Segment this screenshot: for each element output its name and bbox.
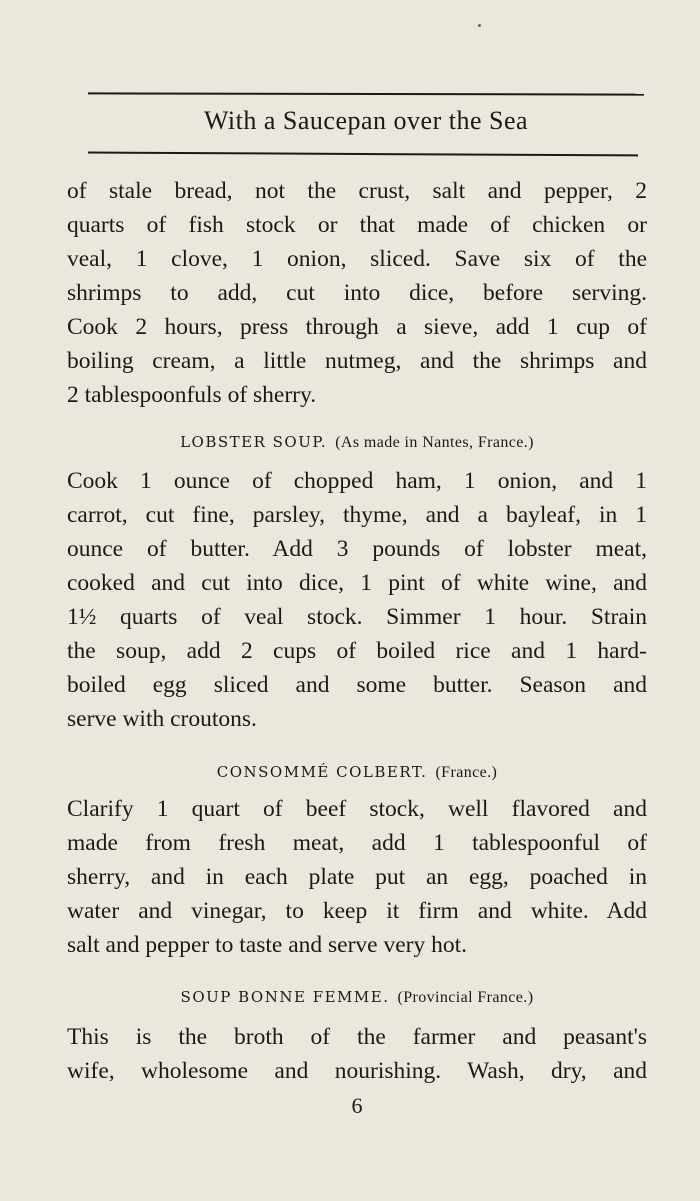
text-line: quarts of fish stock or that made of chicken or [67,212,647,238]
text-line: of stale bread, not the crust, salt and pepper, 2 [67,178,647,204]
running-head: With a Saucepan over the Sea [203,106,529,135]
text-line: the soup, add 2 cups of boiled rice and 1 hard- [67,638,647,664]
text-line: Cook 2 hours, press through a sieve, add 1 cup of [67,314,647,340]
header-rule-top [88,92,644,95]
text-line: veal, 1 clove, 1 onion, sliced. Save six of the [67,246,647,272]
text-line: boiling cream, a little nutmeg, and the shrimps and [67,348,647,374]
recipe-body-consomme-colbert [67,792,647,962]
recipe-body-lobster-soup [67,464,647,736]
recipe-origin: (As made in Nantes, France.) [335,434,534,451]
recipe-origin: (Provincial France.) [397,989,534,1006]
text-line: wife, wholesome and nourishing. Wash, dry, and [67,1058,647,1084]
text-line: 1½ quarts of veal stock. Simmer 1 hour. Strain [67,604,647,630]
recipe-heading-soup-bonne-femme [67,988,647,1007]
page-number: 6 [351,1093,363,1118]
recipe-name: LOBSTER SOUP. [180,433,328,451]
recipe-origin: (France.) [435,764,498,781]
text-line: 2 tablespoonfuls of sherry. [67,382,317,408]
text-line: serve with croutons. [67,706,257,732]
text-line: boiled egg sliced and some butter. Season and [67,672,647,698]
ink-speck [478,24,481,27]
text-line: Cook 1 ounce of chopped ham, 1 onion, and 1 [67,468,647,494]
recipe-heading-consomme-colbert [67,763,647,782]
text-line: salt and pepper to taste and serve very hot. [67,932,468,958]
recipe-heading-lobster-soup [67,433,647,452]
text-line: water and vinegar, to keep it firm and white. Add [67,898,647,924]
recipe-name: CONSOMMÉ COLBERT. [216,763,428,781]
text-line: cooked and cut into dice, 1 pint of white wine, and [67,570,647,596]
text-line: Clarify 1 quart of beef stock, well flavored and [67,796,647,822]
recipe-body-soup-bonne-femme [67,1020,647,1088]
text-line: shrimps to add, cut into dice, before serving. [67,280,647,306]
text-line: sherry, and in each plate put an egg, poached in [67,864,647,890]
recipe-name: SOUP BONNE FEMME. [180,988,390,1006]
continued-paragraph [67,174,647,412]
text-line: carrot, cut fine, parsley, thyme, and a bayleaf, in 1 [67,502,647,528]
text-line: made from fresh meat, add 1 tablespoonful of [67,830,647,856]
text-line: This is the broth of the farmer and peasant's [67,1024,647,1050]
header-rule-bottom [88,152,638,157]
text-line: ounce of butter. Add 3 pounds of lobster meat, [67,536,647,562]
